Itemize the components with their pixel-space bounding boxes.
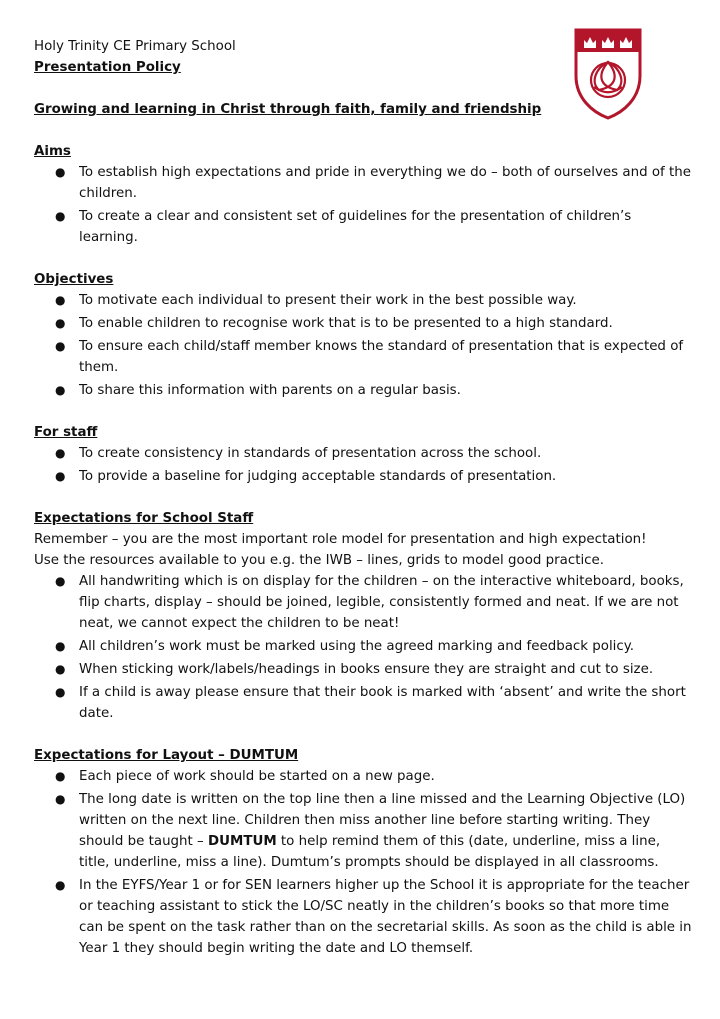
bullet-icon: ● bbox=[55, 469, 66, 483]
list-item: ● The long date is written on the top line then a line missed and the Learning Objective (LO) written on the next line. Children then miss another line before starting writing. They should be taught – DUMTUM to help remind them of this (date, underline, miss a line, title, underline, miss a line). Dumtum’s prompts should be displayed in all classrooms. bbox=[34, 789, 694, 873]
bullet-icon: ● bbox=[55, 446, 66, 460]
staff-expectations-list bbox=[34, 571, 694, 724]
list-item: ● To enable children to recognise work that is to be presented to a high standard. bbox=[34, 313, 694, 334]
aims-list bbox=[34, 162, 694, 248]
staff-list bbox=[34, 443, 694, 487]
objectives-heading: Objectives bbox=[34, 272, 114, 287]
bullet-icon: ● bbox=[55, 165, 66, 179]
list-item: ● To create a clear and consistent set of guidelines for the presentation of children’s learning. bbox=[34, 206, 694, 248]
layout-expectations-heading: Expectations for Layout – DUMTUM bbox=[34, 748, 299, 763]
bullet-icon: ● bbox=[55, 792, 66, 806]
list-item: ● If a child is away please ensure that their book is marked with ‘absent’ and write the short date. bbox=[34, 682, 694, 724]
staff-expectations-intro: Remember – you are the most important role model for presentation and high expectation! bbox=[34, 532, 647, 547]
list-item: ● To ensure each child/staff member knows the standard of presentation that is expected of them. bbox=[34, 336, 694, 378]
bullet-icon: ● bbox=[55, 662, 66, 676]
list-item: ● Each piece of work should be started on a new page. bbox=[34, 766, 694, 787]
bullet-icon: ● bbox=[55, 878, 66, 892]
school-name: Holy Trinity CE Primary School bbox=[34, 39, 236, 54]
list-item: ● To share this information with parents on a regular basis. bbox=[34, 380, 694, 401]
bullet-icon: ● bbox=[55, 383, 66, 397]
list-item: ● To motivate each individual to present their work in the best possible way. bbox=[34, 290, 694, 311]
list-item: ● In the EYFS/Year 1 or for SEN learners higher up the School it is appropriate for the teacher or teaching assistant to stick the LO/SC neatly in the children’s books so that more time can be spent on the task rather than on the secretarial skills. As soon as the child is able in Year 1 they should begin writing the date and LO themself. bbox=[34, 875, 694, 959]
bullet-icon: ● bbox=[55, 339, 66, 353]
aims-heading: Aims bbox=[34, 144, 71, 159]
bullet-icon: ● bbox=[55, 574, 66, 588]
staff-heading: For staff bbox=[34, 425, 98, 440]
staff-expectations-resources: Use the resources available to you e.g. the IWB – lines, grids to model good practice. bbox=[34, 553, 605, 568]
bullet-icon: ● bbox=[55, 685, 66, 699]
bullet-icon: ● bbox=[55, 209, 66, 223]
list-item: ● To provide a baseline for judging acceptable standards of presentation. bbox=[34, 466, 694, 487]
bullet-icon: ● bbox=[55, 769, 66, 783]
school-motto: Growing and learning in Christ through faith, family and friendship bbox=[34, 102, 542, 117]
staff-expectations-heading: Expectations for School Staff bbox=[34, 511, 254, 526]
list-item: ● When sticking work/labels/headings in books ensure they are straight and cut to size. bbox=[34, 659, 694, 680]
layout-expectations-list bbox=[34, 766, 694, 959]
list-item: ● To establish high expectations and pride in everything we do – both of ourselves and of the children. bbox=[34, 162, 694, 204]
list-item: ● To create consistency in standards of presentation across the school. bbox=[34, 443, 694, 464]
list-item: ● All handwriting which is on display for the children – on the interactive whiteboard, books, flip charts, display – should be joined, legible, consistently formed and neat. If we are not neat, we cannot expect the children to be neat! bbox=[34, 571, 694, 634]
bullet-icon: ● bbox=[55, 293, 66, 307]
objectives-list bbox=[34, 290, 694, 401]
bullet-icon: ● bbox=[55, 316, 66, 330]
list-item: ● All children’s work must be marked using the agreed marking and feedback policy. bbox=[34, 636, 694, 657]
policy-title: Presentation Policy bbox=[34, 60, 181, 75]
bullet-icon: ● bbox=[55, 639, 66, 653]
